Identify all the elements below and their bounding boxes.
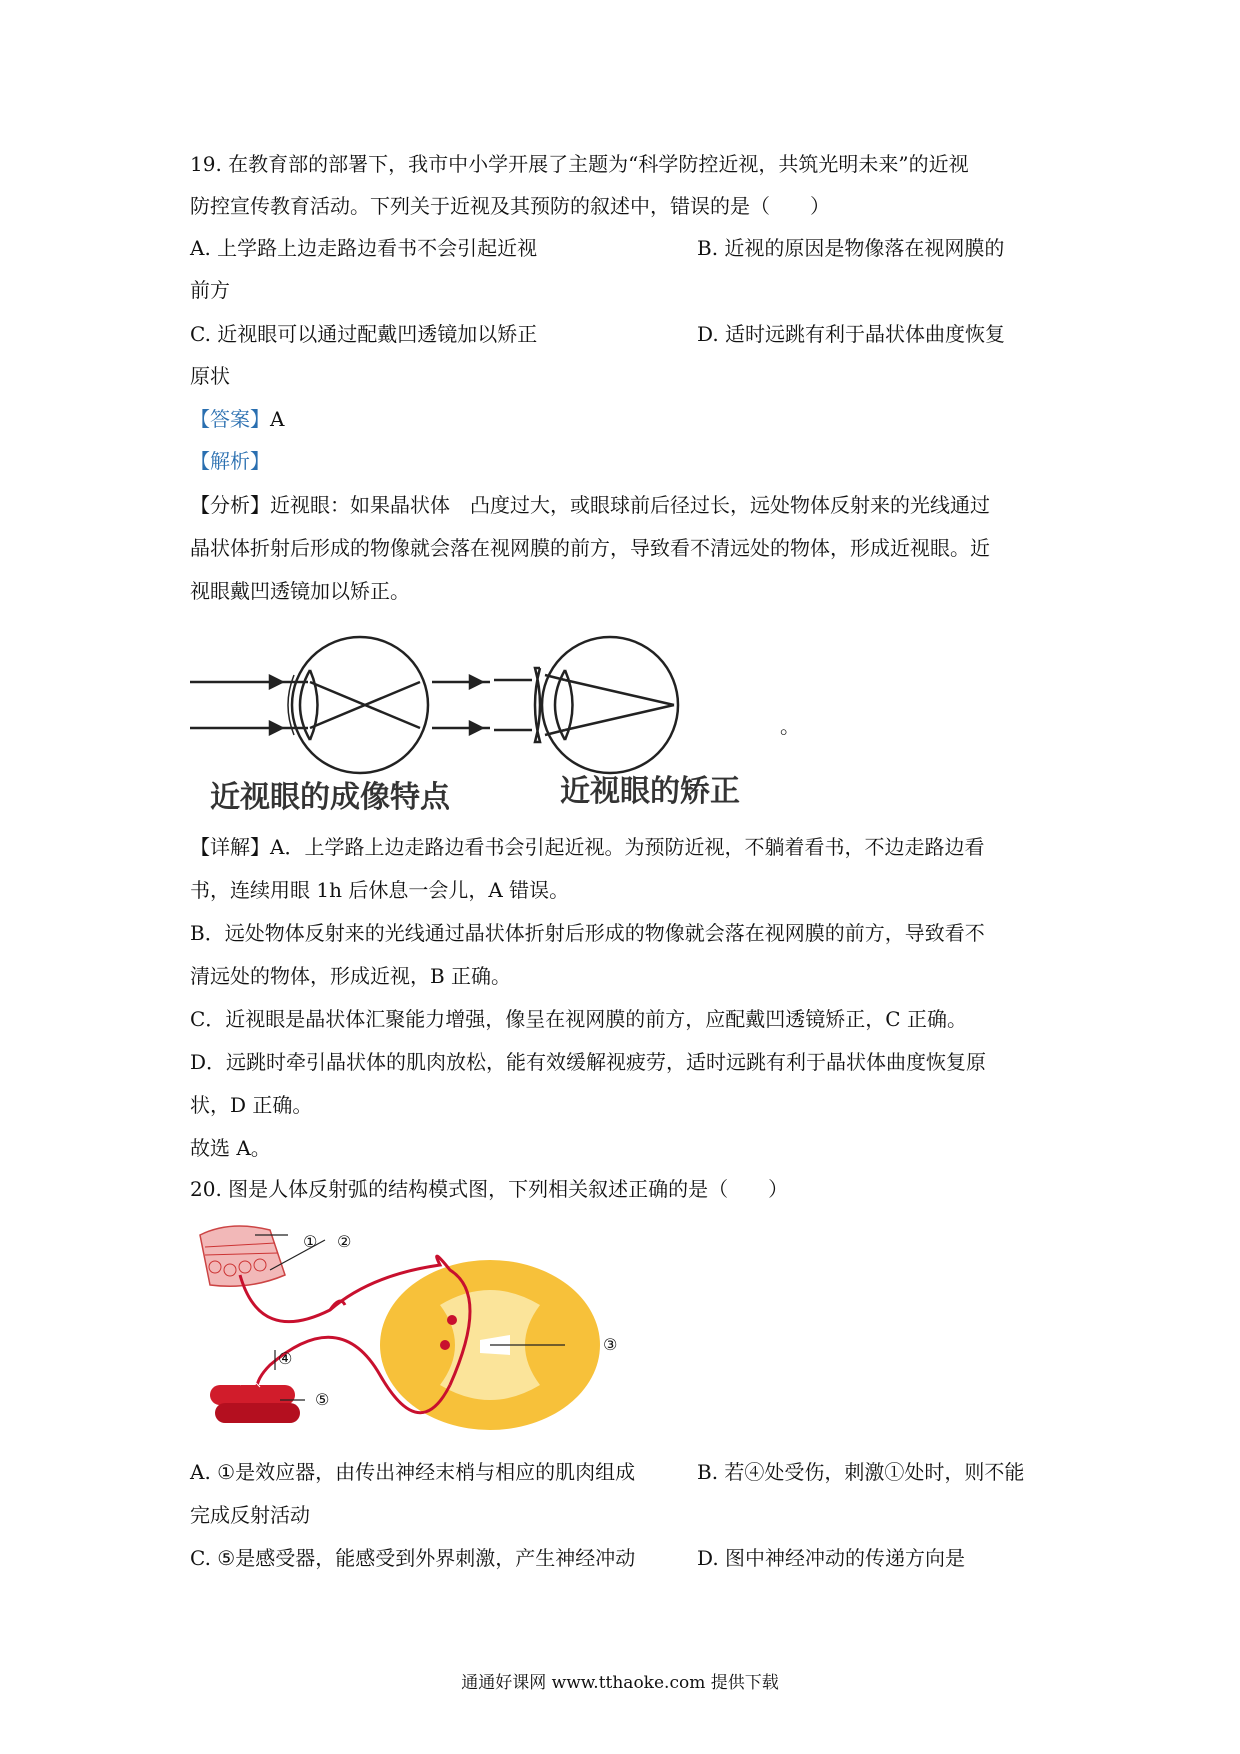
eye-ball-left [292, 637, 428, 773]
q19-detail-line3: B．远处物体反射来的光线通过晶状体折射后形成的物像就会落在视网膜的前方，导致看不 [190, 921, 985, 945]
label-4: ④ [278, 1349, 293, 1368]
q20-stem: 20. 图是人体反射弧的结构模式图，下列相关叙述正确的是（ ） [190, 1177, 789, 1201]
muscle-effector [210, 1380, 300, 1423]
q19-detail-line7: 状，D 正确。 [190, 1093, 313, 1117]
concave-lens [535, 668, 540, 742]
q20-option-d: D. 图中神经冲动的传递方向是 [697, 1546, 966, 1570]
q19-conclusion: 故选 A。 [190, 1136, 271, 1160]
answer-tag: 【答案】 [190, 407, 270, 431]
label-1: ① [303, 1232, 318, 1251]
q19-detail-line2: 书，连续用眼 1h 后休息一会儿，A 错误。 [190, 878, 570, 902]
figure-label-correction: 近视眼的矫正 [560, 774, 740, 809]
q19-detail-line1: 【详解】A．上学路上边走路边看书会引起近视。为预防近视，不躺着看书，不边走路边看 [190, 835, 985, 859]
q19-stem-line2: 防控宣传教育活动。下列关于近视及其预防的叙述中，错误的是（ ） [190, 194, 830, 218]
q20-option-b: B. 若④处受伤，刺激①处时，则不能 [697, 1460, 1025, 1484]
q19-option-b-cont: 前方 [190, 278, 230, 302]
q19-answer [190, 405, 284, 433]
q19-option-a: A. 上学路上边走路边看书不会引起近视 [190, 236, 538, 260]
q19-analysis-line3: 视眼戴凹透镜加以矫正。 [190, 579, 410, 603]
figure-label-imaging: 近视眼的成像特点 [210, 780, 450, 815]
q20-option-a: A. ①是效应器，由传出神经末梢与相应的肌肉组成 [190, 1460, 636, 1484]
q19-detail-line6: D．远跳时牵引晶状体的肌肉放松，能有效缓解视疲劳，适时远跳有利于晶状体曲度恢复原 [190, 1050, 987, 1074]
label-5: ⑤ [315, 1390, 330, 1409]
q20-option-b-cont: 完成反射活动 [190, 1503, 310, 1527]
q19-stem-line1: 19. 在教育部的部署下，我市中小学开展了主题为“科学防控近视，共筑光明未来”的近视 [190, 152, 969, 176]
q19-detail-line5: C．近视眼是晶状体汇聚能力增强，像呈在视网膜的前方，应配戴凹透镜矫正，C 正确。 [190, 1007, 967, 1031]
q20-option-c: C. ⑤是感受器，能感受到外界刺激，产生神经冲动 [190, 1546, 636, 1570]
label-2: ② [337, 1232, 352, 1251]
label-3: ③ [603, 1335, 618, 1354]
q19-option-d-cont: 原状 [190, 364, 230, 388]
page-footer: 通通好课网 www.tthaoke.com 提供下载 [461, 1673, 779, 1693]
q19-option-d: D. 适时远跳有利于晶状体曲度恢复 [697, 322, 1006, 346]
q19-analysis-line2: 晶状体折射后形成的物像就会落在视网膜的前方，导致看不清远处的物体，形成近视眼。近 [190, 536, 990, 560]
answer-value: A [270, 407, 285, 431]
q19-analysis-tag: 【解析】 [190, 449, 270, 473]
q19-detail-line4: 清远处的物体，形成近视，B 正确。 [190, 964, 512, 988]
reflex-arc-figure [190, 1215, 650, 1430]
q19-option-b: B. 近视的原因是物像落在视网膜的 [697, 236, 1005, 260]
eye-ball-right [542, 637, 678, 773]
q19-analysis-line1: 【分析】近视眼：如果晶状体 凸度过大，或眼球前后径过长，远处物体反射来的光线通过 [190, 493, 990, 517]
q19-option-c: C. 近视眼可以通过配戴凹透镜加以矫正 [190, 322, 538, 346]
figure-trailing-period: 。 [780, 714, 800, 738]
